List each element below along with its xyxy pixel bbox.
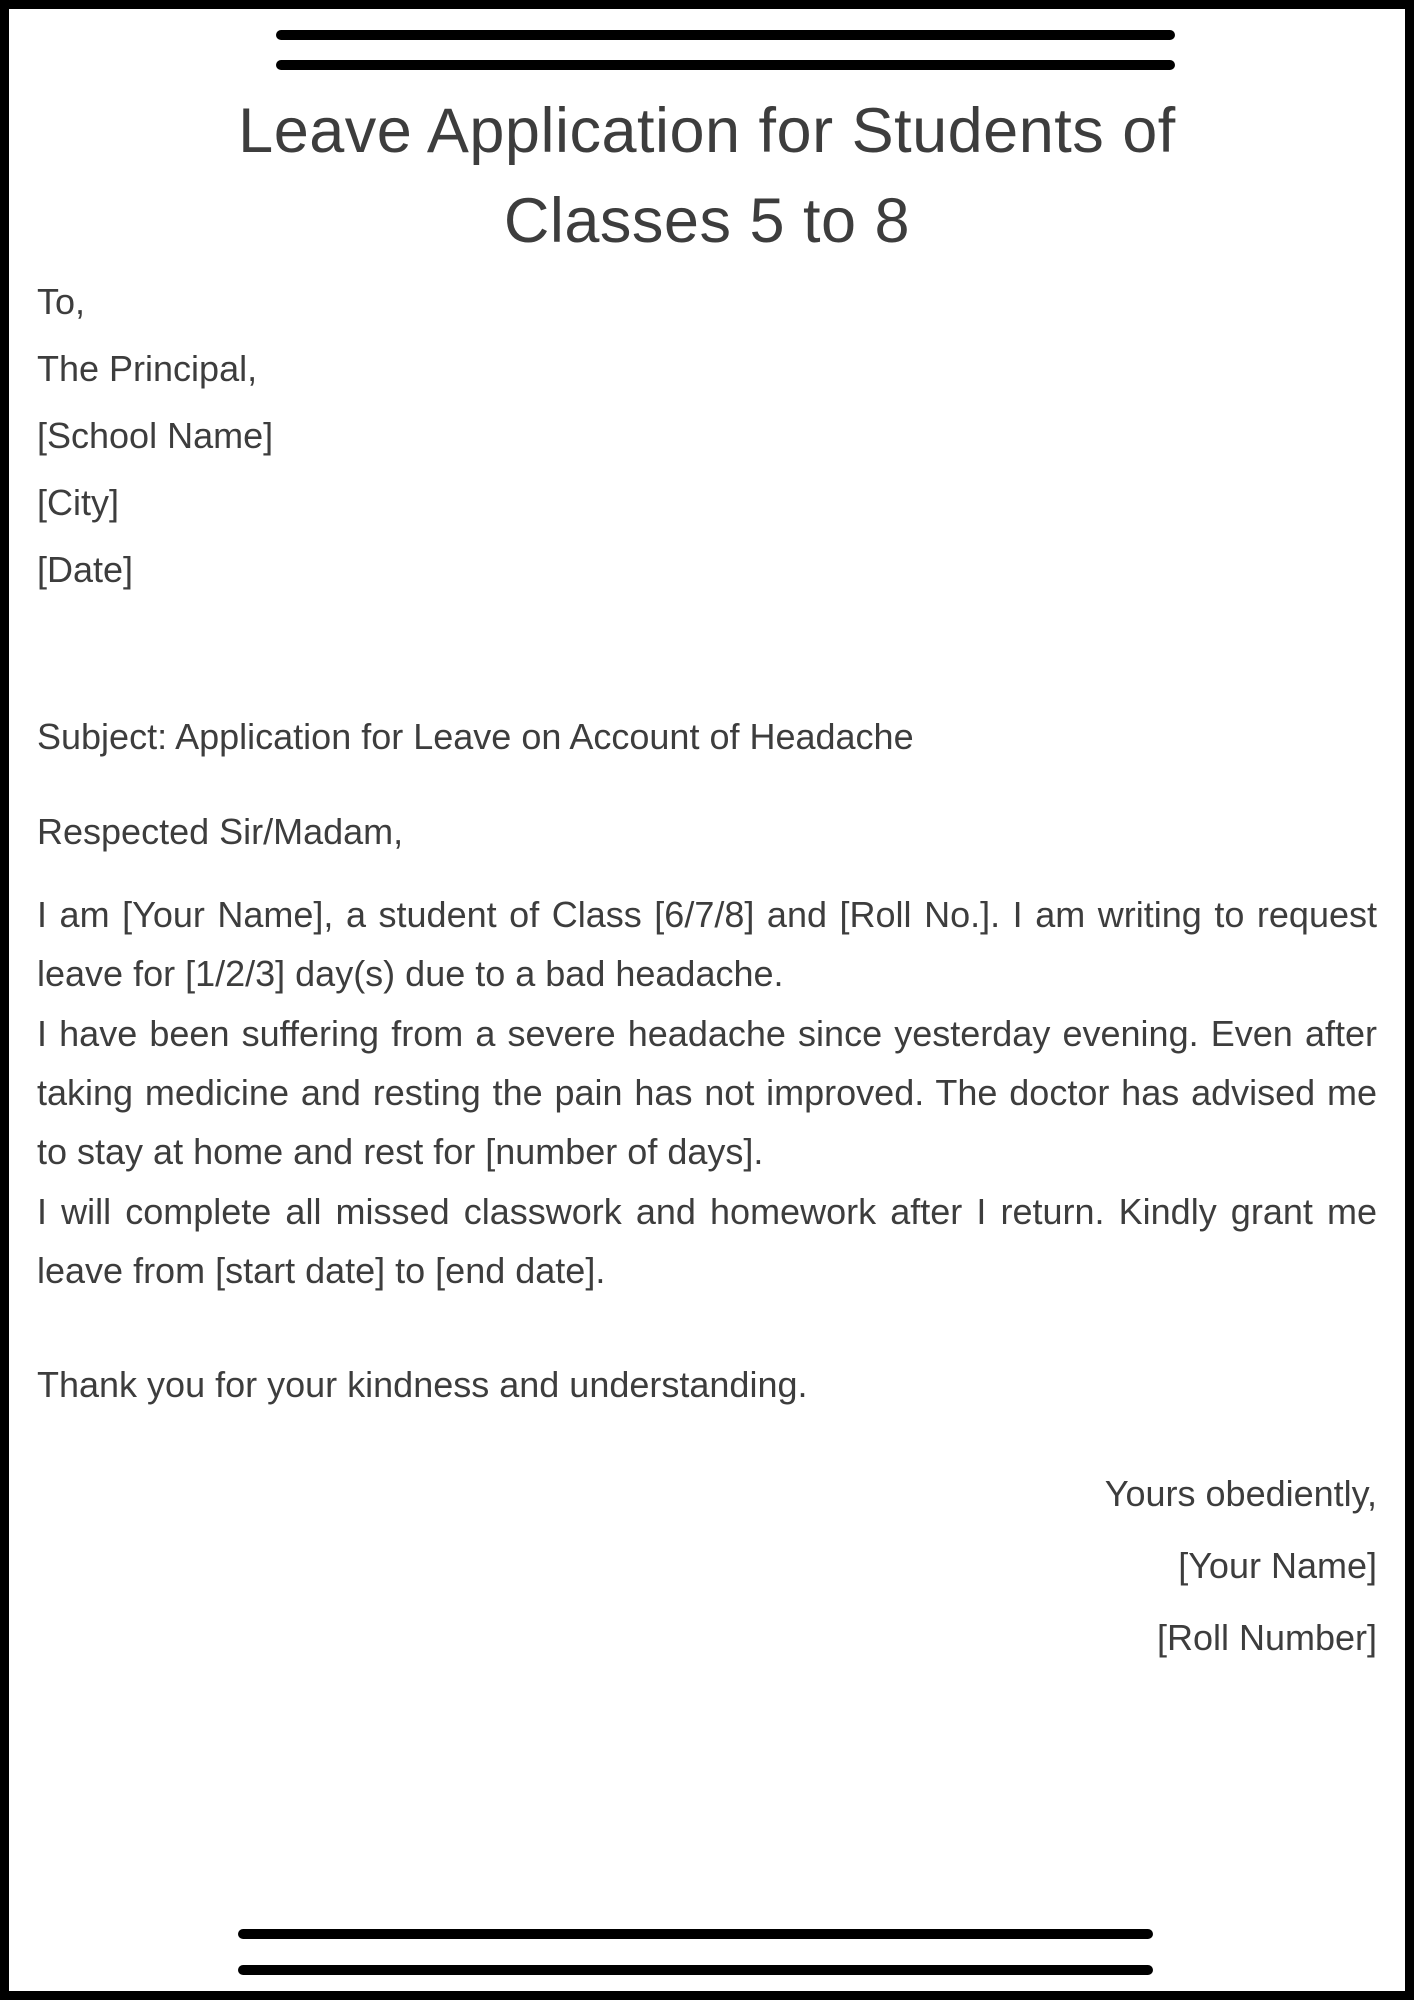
divider-line (238, 1929, 1153, 1939)
body-paragraph-3: I will complete all missed classwork and homework after I return. Kindly grant me leave from [start date] to [end date]. (37, 1191, 1377, 1291)
body-paragraph-1: I am [Your Name], a student of Class [6/7/8] and [Roll No.]. I am writing to request leave for [1/2/3] day(s) due to a bad headache. (37, 894, 1377, 994)
divider-line (276, 60, 1175, 70)
recipient-line-principal: The Principal, (37, 348, 258, 389)
top-divider (276, 30, 1175, 70)
title-line-2: Classes 5 to 8 (503, 186, 911, 256)
recipient-line-school-name: [School Name] (37, 415, 274, 456)
recipient-line-to: To, (37, 281, 86, 322)
subject-line: Subject: Application for Leave on Account of Headache (37, 716, 914, 757)
signature-roll-number: [Roll Number] (1156, 1617, 1377, 1658)
signature-block (37, 1458, 1377, 1674)
title-line-1: Leave Application for Students of (238, 96, 1176, 166)
page-title (29, 86, 1385, 266)
signature-valediction: Yours obediently, (1104, 1473, 1377, 1514)
recipient-line-city: [City] (37, 482, 120, 523)
recipient-line-date: [Date] (37, 549, 134, 590)
body-paragraph-2: I have been suffering from a severe headache since yesterday evening. Even after taking medicine and resting the pain has not improved. The doctor has advised me to stay at home and rest for [number of days]. (37, 1013, 1377, 1172)
recipient-block (37, 268, 1377, 603)
bottom-divider (238, 1929, 1153, 1975)
salutation: Respected Sir/Madam, (37, 811, 404, 852)
signature-name: [Your Name] (1178, 1545, 1377, 1586)
closing-note: Thank you for your kindness and understanding. (37, 1364, 808, 1405)
divider-line (238, 1965, 1153, 1975)
divider-line (276, 30, 1175, 40)
